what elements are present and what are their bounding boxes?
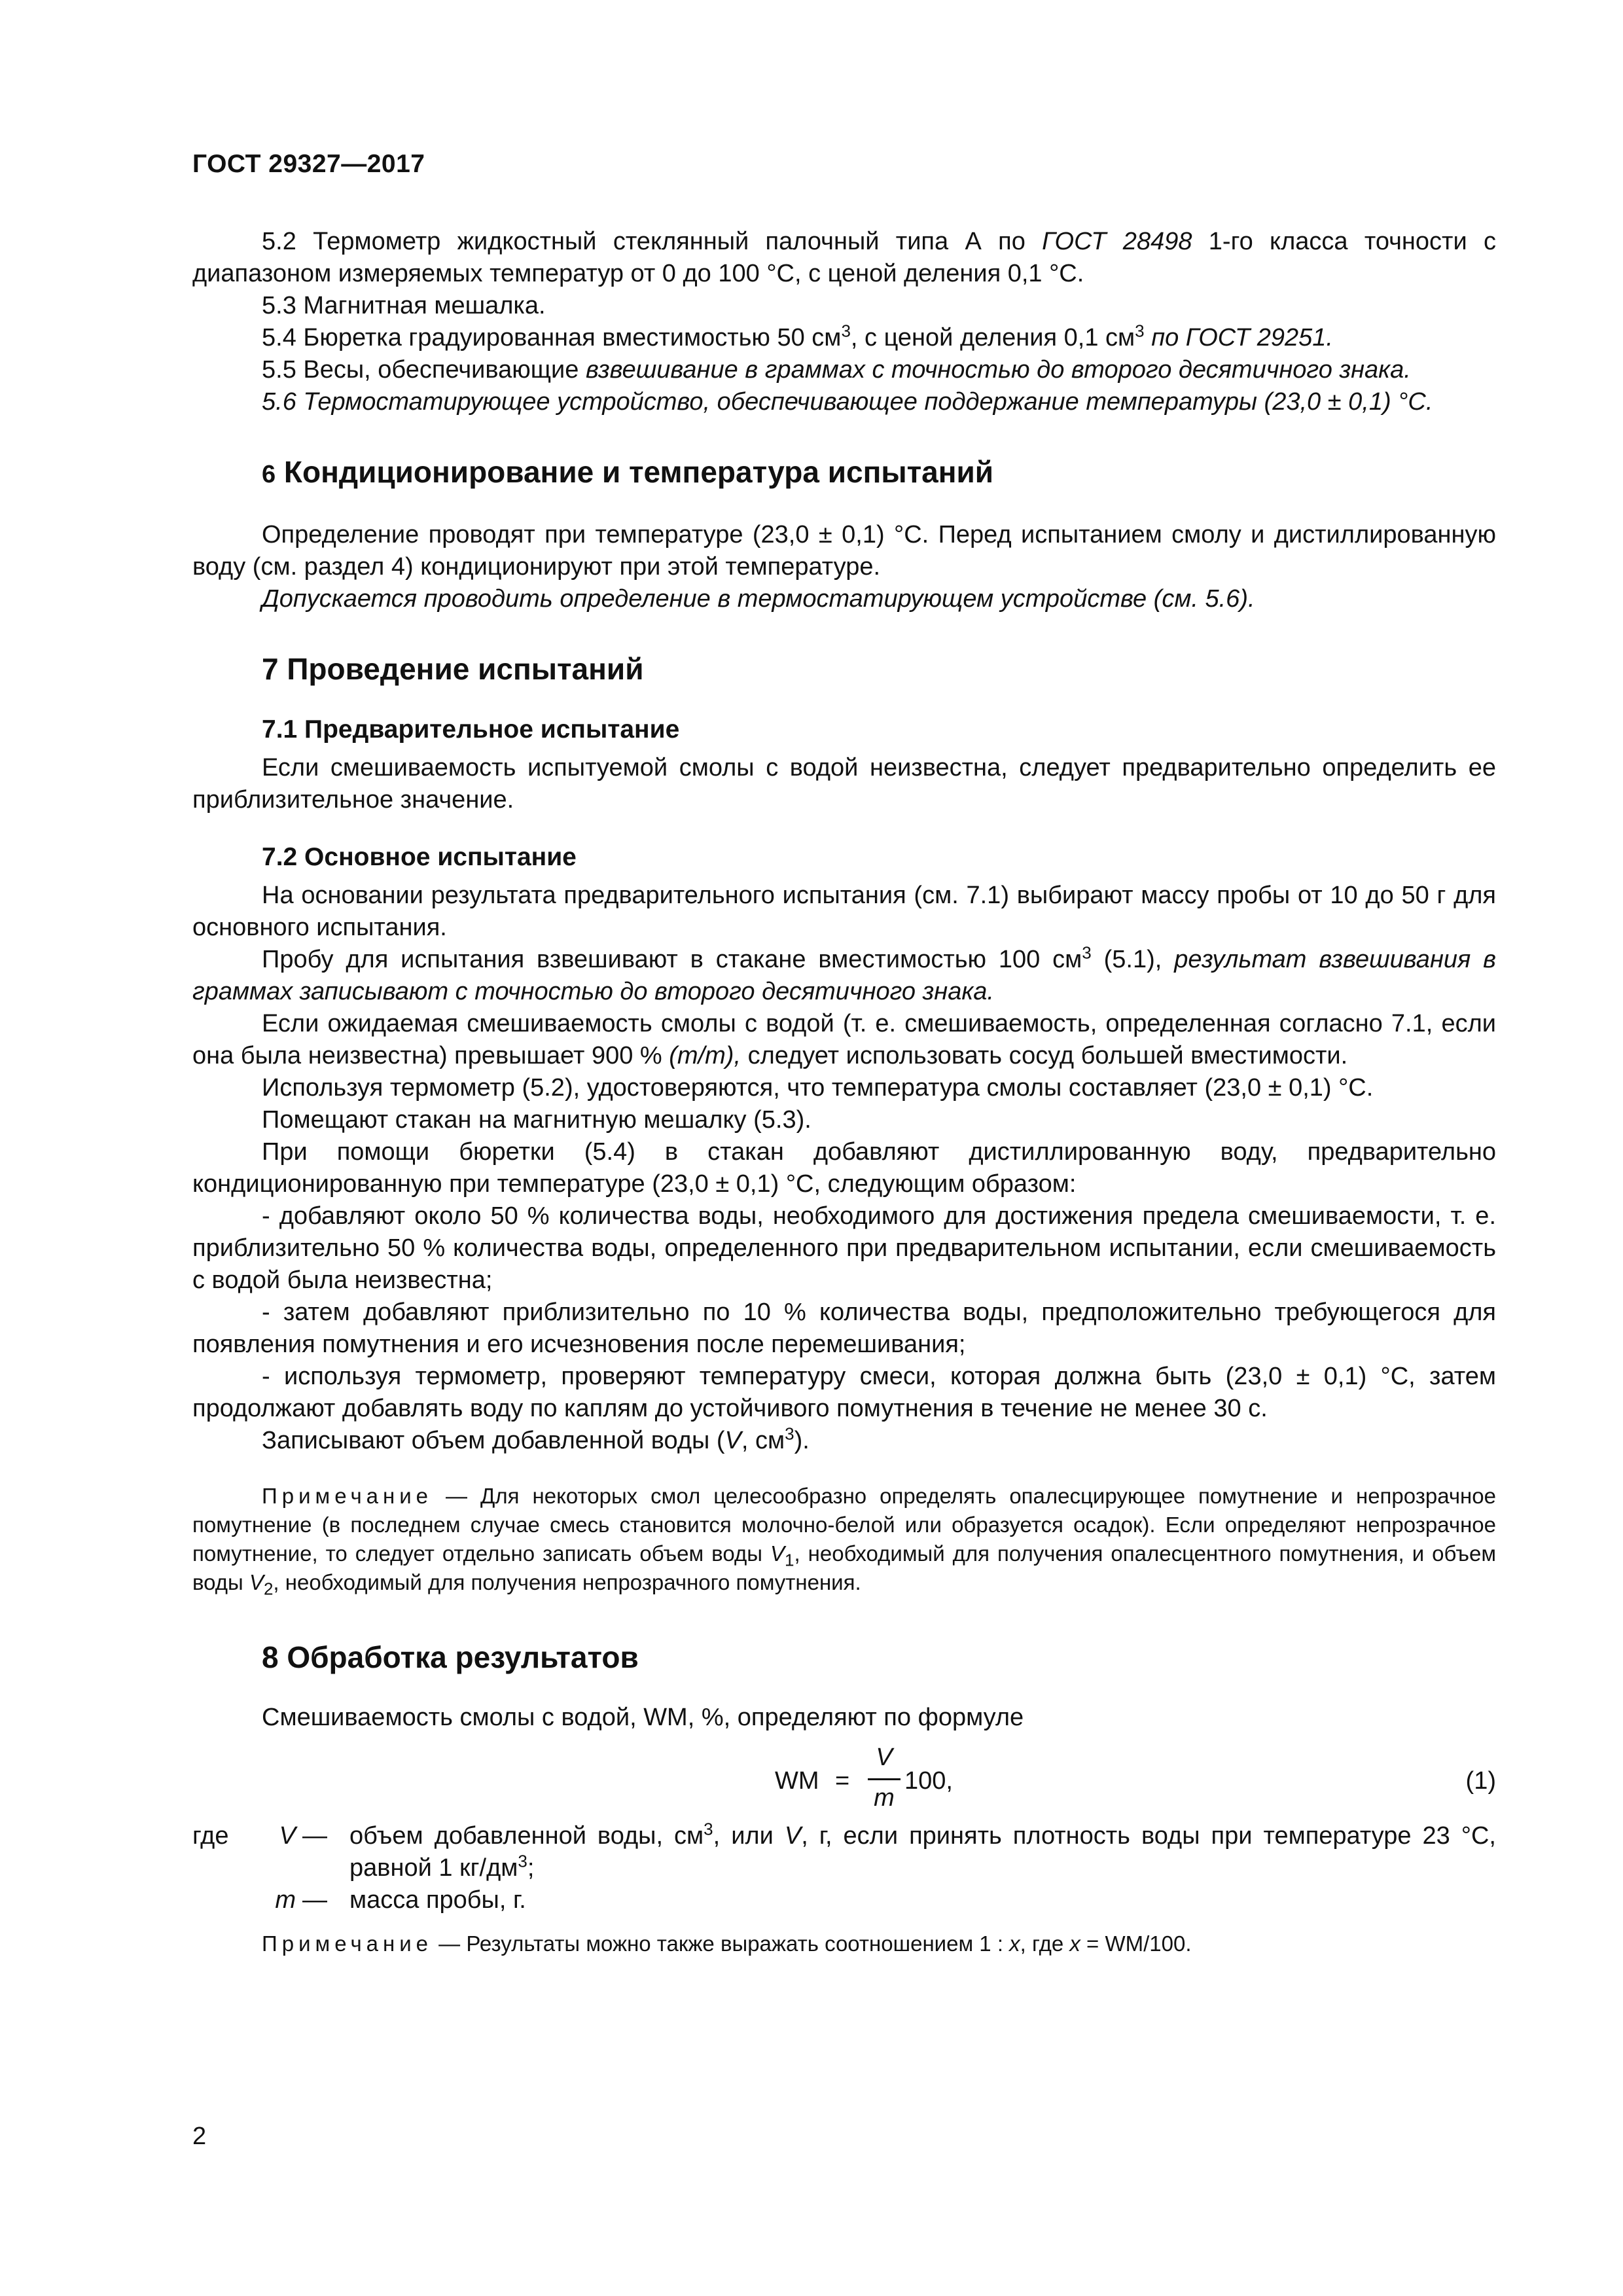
formula-multiplier: 100, xyxy=(904,1767,953,1795)
section-8-heading: 8 Обработка результатов xyxy=(262,1640,639,1674)
formula-denominator: m xyxy=(874,1784,895,1812)
note-7-2: Примечание — Для некоторых смол целесообразно определять опалесцирующее помутнение и непрозрачное помутнение (в последнем случае смесь становится молочно-белой или образуется осадок). Если определяют непрозрачное помутнение, то следует отдельно записать объем воды $V_1$, необходимый для получения опалесцентного помутнения, и объем воды $V_2$, необходимый для получения непрозрачного помутнения. xyxy=(192,1484,1497,1599)
para-7-2-6: При помощи бюретки (5.4) в стакан добавляют дистиллированную воду, предварительно кондиционированную при температуре (23,0 ± 0,1) °C, следующим образом: xyxy=(192,1138,1496,1198)
where-text-v: объем добавленной воды, $см^3$, или V, г, если принять плотность воды при температуре 23 °C, равной 1 $кг/дм^3$; xyxy=(349,1819,1496,1882)
section-6-heading: 6 Кондиционирование и температура испытаний xyxy=(262,455,994,489)
fraction-line xyxy=(868,1778,901,1780)
where-symbol-v: V xyxy=(279,1822,296,1850)
list-item-2: - затем добавляют приблизительно по 10 % количества воды, предположительно требующегося для появления помутнения и его исчезновения после перемешивания; xyxy=(192,1299,1496,1358)
document-header: ГОСТ 29327—2017 xyxy=(192,150,425,178)
page-content xyxy=(192,226,1496,1958)
para-6-1: Определение проводят при температуре (23,0 ± 0,1) °C. Перед испытанием смолу и дистиллированную воду (см. раздел 4) кондиционируют при этой температуре. xyxy=(192,521,1496,581)
where-block xyxy=(192,1820,1496,1916)
para-5-4: 5.4 Бюретка градуированная вместимостью 50 $см^3$, с ценой деления 0,1 $см^3$ по ГОСТ 29251. xyxy=(262,321,1333,351)
para-5-3: 5.3 Магнитная мешалка. xyxy=(262,292,546,319)
subsection-7-2-heading: 7.2 Основное испытание xyxy=(262,843,577,871)
para-6-2: Допускается проводить определение в термостатирующем устройстве (см. 5.6). xyxy=(262,585,1255,613)
page-number: 2 xyxy=(192,2123,207,2150)
where-dash-m: — xyxy=(302,1886,327,1914)
list-item-1: - добавляют около 50 % количества воды, необходимого для достижения предела смешиваемости, т. е. приблизительно 50 % количества воды, определенного при предварительном испытании, если смешиваемость с водой была неизвестна; xyxy=(192,1202,1496,1294)
formula-expression xyxy=(775,1744,971,1816)
note-8: Примечание — Результаты можно также выражать соотношением 1 : x, где x = WM/100. xyxy=(262,1931,1192,1956)
list-item-3: - используя термометр, проверяют температуру смеси, которая должна быть (23,0 ± 0,1) °C, затем продолжают добавлять воду по каплям до устойчивого помутнения в течение не менее 30 с. xyxy=(192,1363,1496,1422)
where-row-m xyxy=(192,1884,1496,1916)
formula-lhs: WM xyxy=(775,1767,819,1795)
para-7-2-3: Если ожидаемая смешиваемость смолы с водой (т. е. смешиваемость, определенная согласно 7.1, если она была неизвестна) превышает 900 % (m/m), следует использовать сосуд большей вместимости. xyxy=(192,1010,1496,1069)
para-7-2-7: Записывают объем добавленной воды (V, $см^3$). xyxy=(262,1424,810,1454)
para-7-2-5: Помещают стакан на магнитную мешалку (5.3). xyxy=(262,1106,812,1134)
where-symbol-m: m xyxy=(275,1886,296,1914)
para-7-2-2: Пробу для испытания взвешивают в стакане вместимостью 100 $см^3$ (5.1), результат взвешивания в граммах записывают с точностью до второго десятичного знака. xyxy=(192,942,1496,1005)
where-text-m: масса пробы, г. xyxy=(349,1886,526,1914)
para-5-5: 5.5 Весы, обеспечивающие взвешивание в граммах с точностью до второго десятичного знака. xyxy=(262,356,1411,384)
formula-1 xyxy=(192,1744,1496,1816)
where-dash-v: — xyxy=(302,1822,327,1850)
where-label: где xyxy=(192,1822,229,1850)
para-5-6: 5.6 Термостатирующее устройство, обеспечивающее поддержание температуры (23,0 ± 0,1) °C. xyxy=(262,388,1433,416)
section-7-heading: 7 Проведение испытаний xyxy=(262,652,644,686)
para-8-1: Смешиваемость смолы с водой, WM, %, определяют по формуле xyxy=(262,1704,1024,1731)
formula-numerator: V xyxy=(876,1744,893,1771)
formula-number: (1) xyxy=(1465,1767,1496,1795)
formula-equals: = xyxy=(835,1767,850,1795)
para-7-1: Если смешиваемость испытуемой смолы с водой неизвестна, следует предварительно определить ее приблизительное значение. xyxy=(192,754,1496,814)
where-row-v xyxy=(192,1820,1496,1884)
para-5-2: 5.2 Термометр жидкостный стеклянный палочный типа А по ГОСТ 28498 1-го класса точности с диапазоном измеряемых температур от 0 до 100 °C, с ценой деления 0,1 °C. xyxy=(192,228,1496,287)
subsection-7-1-heading: 7.1 Предварительное испытание xyxy=(262,715,680,744)
para-7-2-4: Используя термометр (5.2), удостоверяются, что температура смолы составляет (23,0 ± 0,1) °C. xyxy=(262,1074,1374,1102)
para-7-2-1: На основании результата предварительного испытания (см. 7.1) выбирают массу пробы от 10 до 50 г для основного испытания. xyxy=(192,882,1496,941)
